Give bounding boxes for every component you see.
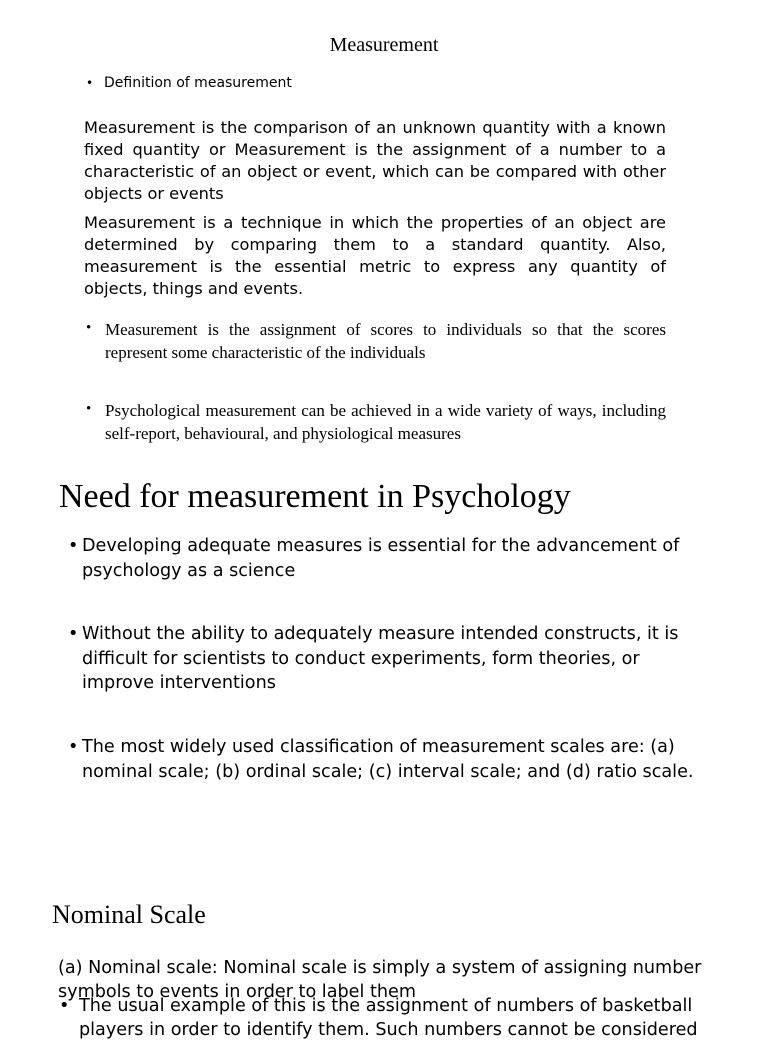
slide-title: Measurement (329, 34, 439, 56)
bullet-list (68, 735, 708, 784)
bullet-text: Measurement is the assignment of scores to individuals so that the scores represent some characteristic of the individuals (105, 320, 666, 362)
definition-paragraph-1: Measurement is the comparison of an unknown quantity with a known fixed quantity or Measurement is the assignment of a number to a characteristic of an object or event, which can be compared with other objects or events (84, 118, 666, 204)
list-item (86, 318, 666, 364)
definition-list (86, 75, 292, 91)
bullet-list (68, 534, 708, 583)
bullet-icon: • (68, 624, 79, 644)
bullet-icon: • (59, 996, 70, 1016)
bullet-list (68, 622, 708, 696)
bullet-icon: • (68, 536, 79, 556)
slide-need-for-measurement (0, 434, 768, 854)
bullet-list (86, 318, 666, 364)
bullet-text: The usual example of this is the assignment of numbers of basketball players in order to identify them. Such numbers cannot be considered (79, 996, 698, 1040)
bullet-icon: • (86, 76, 94, 90)
bullet-icon: • (86, 320, 92, 336)
definition-paragraph-2: Measurement is a technique in which the properties of an object are determined by comparing them to a standard quantity. Also, measurement is the essential metric to express any quantity of objects, things and events. (84, 213, 666, 299)
list-item (68, 534, 708, 583)
bullet-list (59, 994, 729, 1042)
list-item (68, 622, 708, 696)
slide-measurement (0, 0, 768, 443)
slide-nominal-scale (0, 854, 768, 1040)
bullet-icon: • (86, 401, 92, 417)
bullet-text: Psychological measurement can be achieved in a wide variety of ways, including self-report, behavioural, and physiological measures (105, 401, 666, 443)
definition-label: Definition of measurement (104, 75, 292, 91)
bullet-text: Without the ability to adequately measure intended constructs, it is difficult for scientists to conduct experiments, form theories, or improve interventions (82, 624, 679, 693)
list-item (68, 735, 708, 784)
list-item (86, 75, 292, 91)
slide-title: Need for measurement in Psychology (59, 478, 571, 515)
nominal-scale-paragraph: (a) Nominal scale: Nominal scale is simply a system of assigning number symbols to events in order to label them (58, 957, 702, 1002)
bullet-text: The most widely used classification of measurement scales are: (a) nominal scale; (b) ordinal scale; (c) interval scale; and (d) ratio scale. (82, 737, 694, 782)
bullet-text: Developing adequate measures is essential for the advancement of psychology as a science (82, 536, 680, 581)
slide-title: Nominal Scale (52, 900, 206, 929)
list-item (59, 994, 729, 1042)
bullet-icon: • (68, 737, 79, 757)
